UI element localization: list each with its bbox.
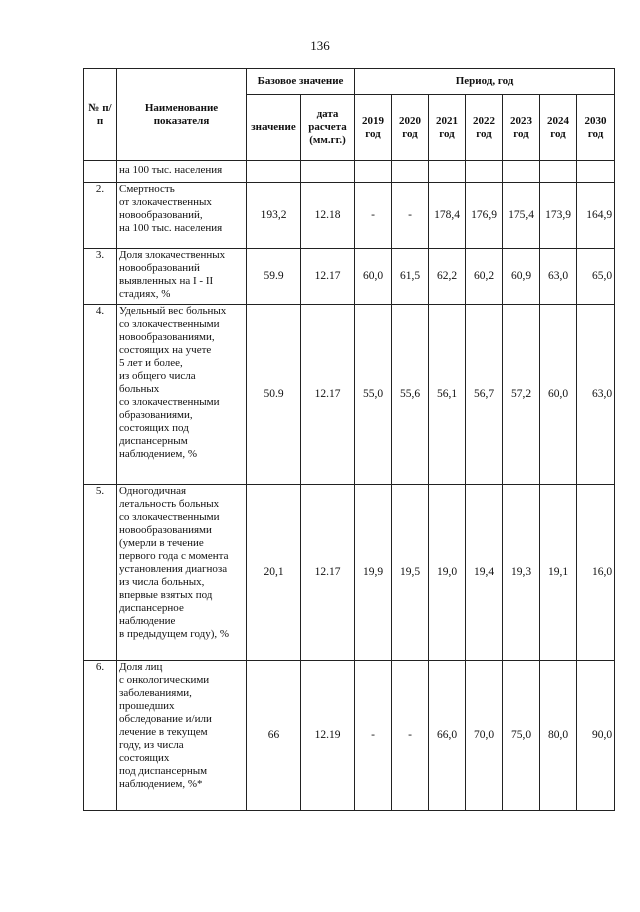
row-number: 6. <box>84 661 117 811</box>
year-value <box>355 161 392 183</box>
table-row <box>84 661 615 811</box>
indicator-name-line: новообразований, <box>119 209 203 221</box>
calc-date: 12.18 <box>301 183 355 249</box>
year-value: 63,0 <box>577 305 615 485</box>
indicator-name-line: со злокачественными <box>119 396 220 408</box>
indicator-name-line: из числа больных, <box>119 576 205 588</box>
year-value: 19,0 <box>429 485 466 661</box>
indicator-name-line: (умерли в течение <box>119 537 204 549</box>
year-value: 164,9 <box>577 183 615 249</box>
year-value: 176,9 <box>466 183 503 249</box>
header-num: № п/п <box>84 69 117 161</box>
year-value: 60,0 <box>355 249 392 305</box>
base-value: 193,2 <box>247 183 301 249</box>
indicator-name-line: от злокачественных <box>119 196 212 208</box>
year-value: - <box>392 661 429 811</box>
year-value: 65,0 <box>577 249 615 305</box>
calc-date: 12.19 <box>301 661 355 811</box>
indicator-name-line: из общего числа <box>119 370 196 382</box>
year-value: 19,5 <box>392 485 429 661</box>
year-value: 55,6 <box>392 305 429 485</box>
indicator-name-line: со злокачественными <box>119 318 220 330</box>
row-number <box>84 161 117 183</box>
indicator-name-line: на 100 тыс. населения <box>119 222 223 234</box>
indicator-name-line: выявленных на I - II <box>119 275 214 287</box>
header-name: Наименование показателя <box>117 69 247 161</box>
page-number: 136 <box>310 38 330 53</box>
indicator-name-line: состоящих <box>119 752 170 764</box>
indicator-name-line: новообразованиями, <box>119 331 215 343</box>
indicator-name <box>117 161 247 183</box>
indicators-table <box>83 68 615 811</box>
indicator-name <box>117 183 247 249</box>
year-value: 80,0 <box>540 661 577 811</box>
year-value: 56,1 <box>429 305 466 485</box>
indicator-name-line: с онкологическими <box>119 674 210 686</box>
indicator-name-line: состоящих на учете <box>119 344 212 356</box>
indicator-name-line: 5 лет и более, <box>119 357 183 369</box>
year-value: 56,7 <box>466 305 503 485</box>
table-row <box>84 161 615 183</box>
header-year-2020: 2020 год <box>392 95 429 161</box>
indicator-name-line: лечение в текущем <box>119 726 208 738</box>
year-value: 60,0 <box>540 305 577 485</box>
indicator-name-line: образованиями, <box>119 409 193 421</box>
year-value: 175,4 <box>503 183 540 249</box>
table-row <box>84 249 615 305</box>
indicator-name-line: прошедших <box>119 700 175 712</box>
base-value: 20,1 <box>247 485 301 661</box>
indicator-name-line: обследование и/или <box>119 713 212 725</box>
indicator-name-line: наблюдением, %* <box>119 778 203 790</box>
table-row <box>84 305 615 485</box>
calc-date: 12.17 <box>301 249 355 305</box>
row-number: 2. <box>84 183 117 249</box>
base-value: 59.9 <box>247 249 301 305</box>
indicator-name-line: Одногодичная <box>119 485 187 497</box>
indicator-name-line: на 100 тыс. населения <box>119 164 223 176</box>
base-value: 66 <box>247 661 301 811</box>
indicator-name-line: больных <box>119 383 160 395</box>
indicator-name-line: новообразований <box>119 262 200 274</box>
indicator-name-line: состоящих под <box>119 422 189 434</box>
year-value: 16,0 <box>577 485 615 661</box>
year-value: 19,9 <box>355 485 392 661</box>
indicator-name-line: наблюдение <box>119 615 176 627</box>
indicator-name-line: наблюдением, % <box>119 448 197 460</box>
indicator-name <box>117 661 247 811</box>
header-year-2022: 2022 год <box>466 95 503 161</box>
header-period: Период, год <box>355 69 615 95</box>
year-value: 57,2 <box>503 305 540 485</box>
indicator-name-line: новообразованиями <box>119 524 212 536</box>
indicator-name-line: первого года с момента <box>119 550 229 562</box>
year-value <box>503 161 540 183</box>
indicator-name-line: году, из числа <box>119 739 184 751</box>
base-value <box>247 161 301 183</box>
indicator-name-line: под диспансерным <box>119 765 208 777</box>
year-value: 61,5 <box>392 249 429 305</box>
indicator-name-line: со злокачественными <box>119 511 220 523</box>
year-value: 60,2 <box>466 249 503 305</box>
indicator-name-line: диспансерное <box>119 602 184 614</box>
header-year-2021: 2021 год <box>429 95 466 161</box>
year-value: 70,0 <box>466 661 503 811</box>
year-value: 19,4 <box>466 485 503 661</box>
header-year-2019: 2019 год <box>355 95 392 161</box>
year-value: 19,3 <box>503 485 540 661</box>
indicator-name-line: диспансерным <box>119 435 188 447</box>
year-value <box>577 161 615 183</box>
header-year-2023: 2023 год <box>503 95 540 161</box>
row-number: 3. <box>84 249 117 305</box>
table-row <box>84 183 615 249</box>
indicator-name-line: Смертность <box>119 183 175 195</box>
year-value: - <box>355 183 392 249</box>
header-base: Базовое значение <box>247 69 355 95</box>
indicator-name-line: в предыдущем году), % <box>119 628 230 640</box>
header-year-2030: 2030 год <box>577 95 615 161</box>
year-value: - <box>392 183 429 249</box>
year-value <box>392 161 429 183</box>
indicator-name <box>117 485 247 661</box>
indicator-name-line: Удельный вес больных <box>119 305 227 317</box>
header-year-2024: 2024 год <box>540 95 577 161</box>
year-value: 63,0 <box>540 249 577 305</box>
row-number: 4. <box>84 305 117 485</box>
year-value: 90,0 <box>577 661 615 811</box>
year-value: 173,9 <box>540 183 577 249</box>
indicator-name <box>117 305 247 485</box>
year-value: 60,9 <box>503 249 540 305</box>
indicator-name-line: впервые взятых под <box>119 589 213 601</box>
year-value <box>466 161 503 183</box>
header-calc-date: дата расчета (мм.гг.) <box>301 95 355 161</box>
calc-date <box>301 161 355 183</box>
year-value <box>429 161 466 183</box>
calc-date: 12.17 <box>301 485 355 661</box>
year-value: - <box>355 661 392 811</box>
indicator-name <box>117 249 247 305</box>
header-value: значение <box>247 95 301 161</box>
indicator-name-line: Доля лиц <box>119 661 163 673</box>
year-value <box>540 161 577 183</box>
indicator-name-line: летальность больных <box>119 498 220 510</box>
base-value: 50.9 <box>247 305 301 485</box>
table-row <box>84 485 615 661</box>
year-value: 62,2 <box>429 249 466 305</box>
year-value: 178,4 <box>429 183 466 249</box>
indicator-name-line: установления диагноза <box>119 563 228 575</box>
indicator-name-line: заболеваниями, <box>119 687 192 699</box>
indicator-name-line: стадиях, % <box>119 288 171 300</box>
row-number: 5. <box>84 485 117 661</box>
year-value: 66,0 <box>429 661 466 811</box>
year-value: 55,0 <box>355 305 392 485</box>
year-value: 19,1 <box>540 485 577 661</box>
calc-date: 12.17 <box>301 305 355 485</box>
indicator-name-line: Доля злокачественных <box>119 249 226 261</box>
year-value: 75,0 <box>503 661 540 811</box>
